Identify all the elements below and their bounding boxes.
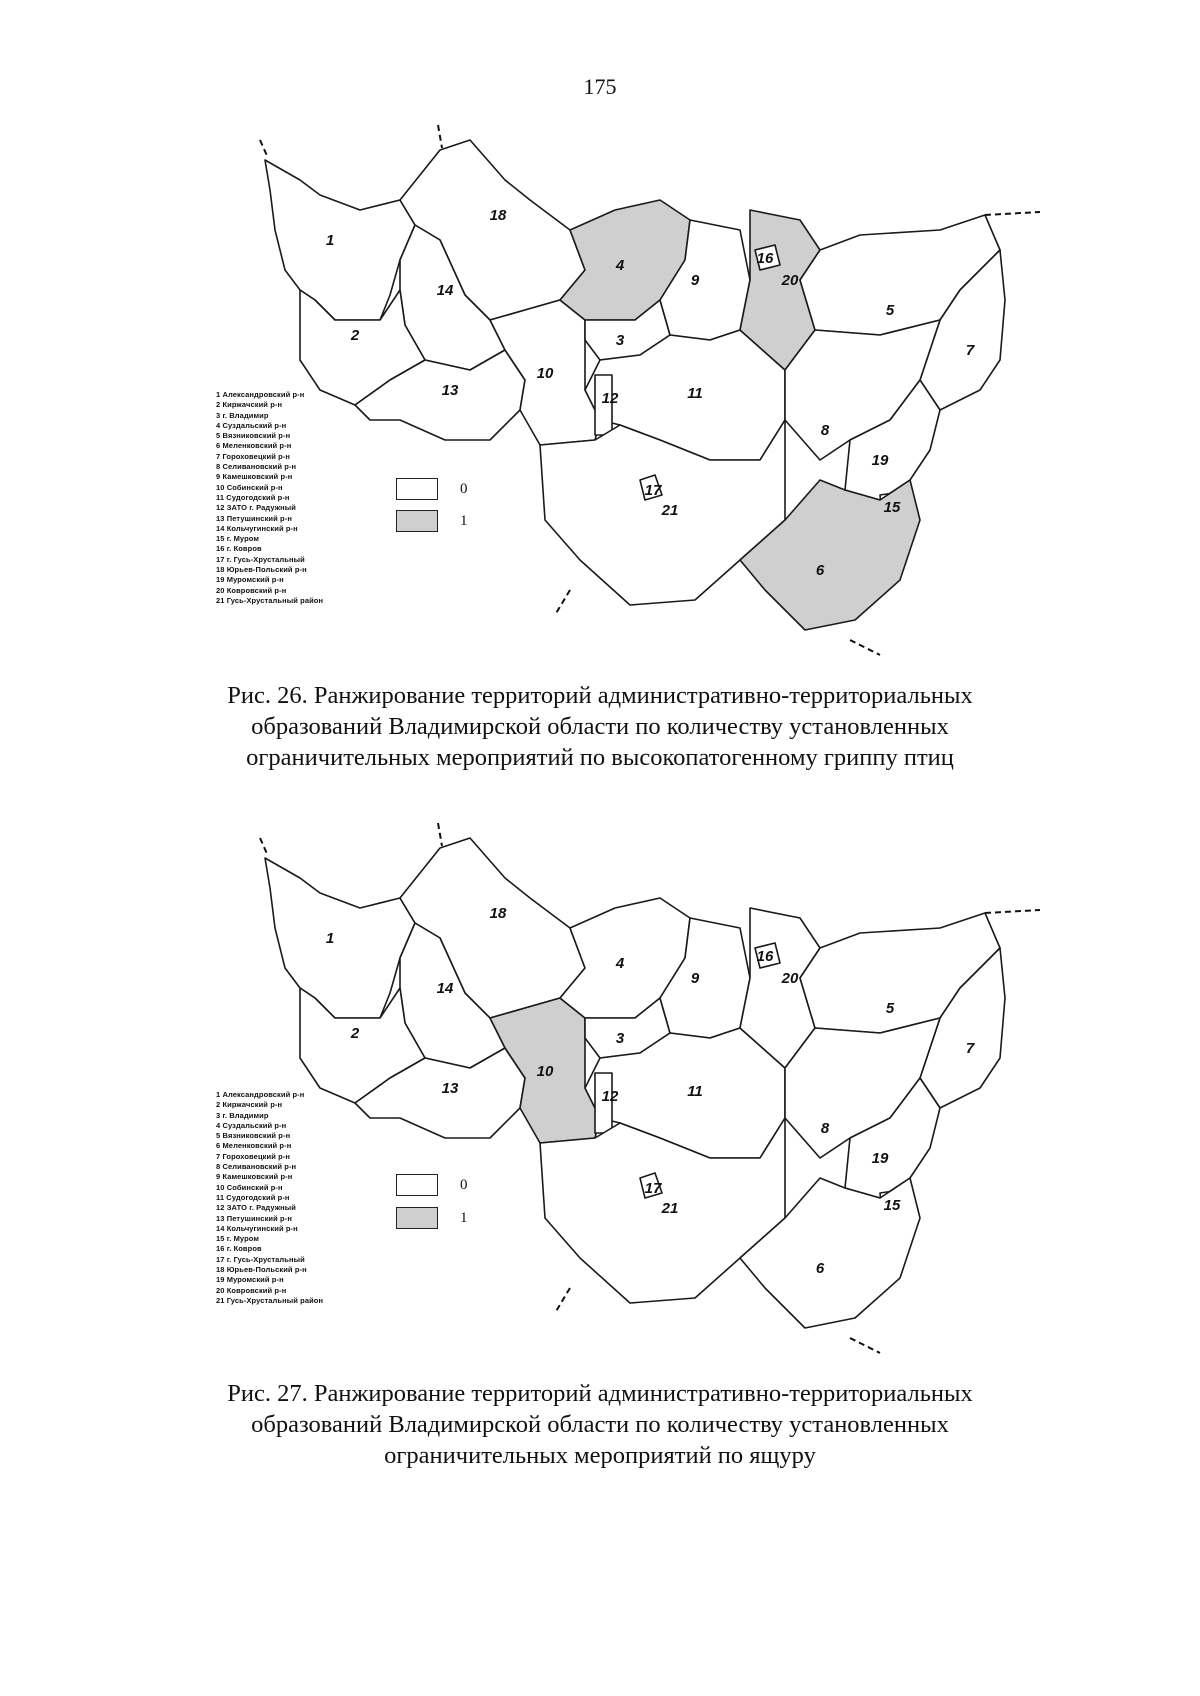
district-1-label: 1 — [325, 232, 335, 249]
legend-swatch-0 — [396, 478, 468, 500]
district-7-label: 7 — [965, 1040, 975, 1057]
legend-entry: 17 г. Гусь-Хрустальный — [216, 1254, 305, 1264]
legend-entry: 18 Юрьев-Польский р-н — [216, 1265, 307, 1275]
district-21-label: 21 — [661, 1200, 679, 1217]
district-19-label: 19 — [871, 452, 889, 469]
legend-entry: 1 Александровский р-н — [216, 1090, 305, 1099]
district-18-label: 18 — [489, 207, 507, 224]
district-20-label: 20 — [781, 272, 799, 289]
legend-entry: 3 г. Владимир — [216, 1110, 269, 1120]
district-3-label: 3 — [615, 1030, 625, 1047]
district-21-label: 21 — [661, 502, 679, 519]
legend-entry: 21 Гусь-Хрустальный район — [216, 1295, 324, 1305]
swatch-label: 1 — [460, 512, 468, 529]
region-border-stub — [438, 125, 442, 148]
caption-line: Рис. 27. Ранжирование территорий административно-территориальных — [227, 1380, 973, 1407]
legend-entry: 4 Суздальский р-н — [216, 420, 287, 430]
legend-entry: 7 Гороховецкий р-н — [216, 451, 291, 461]
legend-entry: 12 ЗАТО г. Радужный — [216, 1203, 296, 1213]
legend-entry: 9 Камешковский р-н — [216, 1172, 293, 1182]
district-9-label: 9 — [690, 272, 700, 289]
region-border-stub — [850, 1338, 880, 1353]
figure-26 — [0, 120, 1200, 770]
district-19-label: 19 — [871, 1150, 889, 1167]
district-6-label: 6 — [815, 562, 825, 579]
legend-entry: 2 Киржачский р-н — [216, 400, 283, 410]
legend-entry: 5 Вязниковский р-н — [216, 1131, 291, 1141]
legend-entry: 16 г. Ковров — [216, 1244, 262, 1254]
caption-line: ограничительных мероприятий по высокопатогенному гриппу птиц — [246, 744, 954, 771]
district-14-label: 14 — [436, 980, 454, 997]
legend-swatch-1 — [396, 1207, 468, 1229]
district-2-label: 2 — [350, 327, 360, 344]
district-5-label: 5 — [885, 302, 895, 319]
caption-line: образований Владимирской области по количеству установленных — [251, 1411, 949, 1438]
district-11-label: 11 — [687, 385, 703, 402]
district-1-area — [265, 160, 415, 320]
region-border-stub — [985, 910, 1040, 913]
district-7-label: 7 — [965, 342, 975, 359]
district-11-label: 11 — [687, 1083, 703, 1100]
figure-caption — [0, 1378, 1200, 1471]
district-1-label: 1 — [325, 930, 335, 947]
district-4-label: 4 — [615, 257, 625, 274]
caption-line: Рис. 26. Ранжирование территорий административно-территориальных — [227, 682, 973, 709]
district-14-label: 14 — [436, 282, 454, 299]
district-17-label: 17 — [644, 482, 662, 499]
legend-entry: 10 Собинский р-н — [216, 1182, 283, 1192]
legend-entry: 15 г. Муром — [216, 1234, 259, 1244]
district-10-label: 10 — [536, 365, 554, 382]
swatch-box — [396, 478, 438, 500]
legend-entry: 6 Меленковский р-н — [216, 1141, 292, 1151]
legend-entry: 19 Муромский р-н — [216, 575, 284, 585]
legend-entry: 1 Александровский р-н — [216, 390, 305, 399]
district-legend — [216, 390, 386, 606]
figure-caption — [0, 680, 1200, 773]
district-6-label: 6 — [815, 1260, 825, 1277]
region-border-stub — [555, 590, 570, 615]
swatch-box — [396, 1174, 438, 1196]
legend-entry: 17 г. Гусь-Хрустальный — [216, 554, 305, 564]
swatch-label: 0 — [460, 1176, 468, 1193]
swatch-box — [396, 1207, 438, 1229]
region-border-stub — [555, 1288, 570, 1313]
district-12-label: 12 — [601, 390, 619, 407]
legend-entry: 12 ЗАТО г. Радужный — [216, 503, 296, 513]
swatch-label: 0 — [460, 480, 468, 497]
legend-entry: 2 Киржачский р-н — [216, 1100, 283, 1110]
region-border-stub — [985, 212, 1040, 215]
region-border-stub — [438, 823, 442, 846]
legend-entry: 14 Кольчугинский р-н — [216, 1223, 298, 1233]
legend-entry: 13 Петушинский р-н — [216, 513, 292, 523]
district-8-label: 8 — [820, 422, 830, 439]
legend-entry: 10 Собинский р-н — [216, 482, 283, 492]
legend-swatch-1 — [396, 510, 468, 532]
region-border-stub — [850, 640, 880, 655]
district-1-area — [265, 858, 415, 1018]
legend-entry: 4 Суздальский р-н — [216, 1120, 287, 1130]
legend-entry: 15 г. Муром — [216, 534, 259, 544]
district-legend — [216, 1090, 386, 1306]
page-number: 175 — [583, 74, 617, 99]
region-border-stub — [260, 140, 268, 158]
district-15-label: 15 — [883, 1197, 901, 1214]
legend-entry: 20 Ковровский р-н — [216, 585, 287, 595]
district-15-label: 15 — [883, 499, 901, 516]
district-12-label: 12 — [601, 1088, 619, 1105]
district-17-label: 17 — [644, 1180, 662, 1197]
legend-entry: 8 Селивановский р-н — [216, 462, 297, 472]
legend-entry: 20 Ковровский р-н — [216, 1285, 287, 1295]
legend-entry: 19 Муромский р-н — [216, 1275, 284, 1285]
legend-entry: 3 г. Владимир — [216, 410, 269, 420]
legend-entry: 9 Камешковский р-н — [216, 472, 293, 482]
legend-entry: 5 Вязниковский р-н — [216, 431, 291, 441]
district-5-label: 5 — [885, 1000, 895, 1017]
district-8-label: 8 — [820, 1120, 830, 1137]
legend-entry: 6 Меленковский р-н — [216, 441, 292, 451]
caption-line: образований Владимирской области по количеству установленных — [251, 713, 949, 740]
district-13-label: 13 — [441, 1080, 459, 1097]
district-2-label: 2 — [350, 1025, 360, 1042]
district-16-label: 16 — [756, 948, 774, 965]
legend-entry: 8 Селивановский р-н — [216, 1162, 297, 1172]
legend-entry: 14 Кольчугинский р-н — [216, 523, 298, 533]
legend-entry: 7 Гороховецкий р-н — [216, 1151, 291, 1161]
district-20-label: 20 — [781, 970, 799, 987]
district-3-label: 3 — [615, 332, 625, 349]
legend-entry: 18 Юрьев-Польский р-н — [216, 565, 307, 575]
legend-entry: 11 Судогодский р-н — [216, 1192, 290, 1202]
district-9-label: 9 — [690, 970, 700, 987]
district-16-label: 16 — [756, 250, 774, 267]
region-border-stub — [260, 838, 268, 856]
caption-line: ограничительных мероприятий по ящуру — [384, 1442, 816, 1469]
swatch-box — [396, 510, 438, 532]
district-13-label: 13 — [441, 382, 459, 399]
swatch-label: 1 — [460, 1209, 468, 1226]
legend-entry: 11 Судогодский р-н — [216, 492, 290, 502]
legend-entry: 16 г. Ковров — [216, 544, 262, 554]
legend-entry: 13 Петушинский р-н — [216, 1213, 292, 1223]
district-4-label: 4 — [615, 955, 625, 972]
figure-27 — [0, 858, 1200, 1508]
district-18-label: 18 — [489, 905, 507, 922]
legend-swatch-0 — [396, 1174, 468, 1196]
district-10-label: 10 — [536, 1063, 554, 1080]
legend-entry: 21 Гусь-Хрустальный район — [216, 595, 324, 605]
